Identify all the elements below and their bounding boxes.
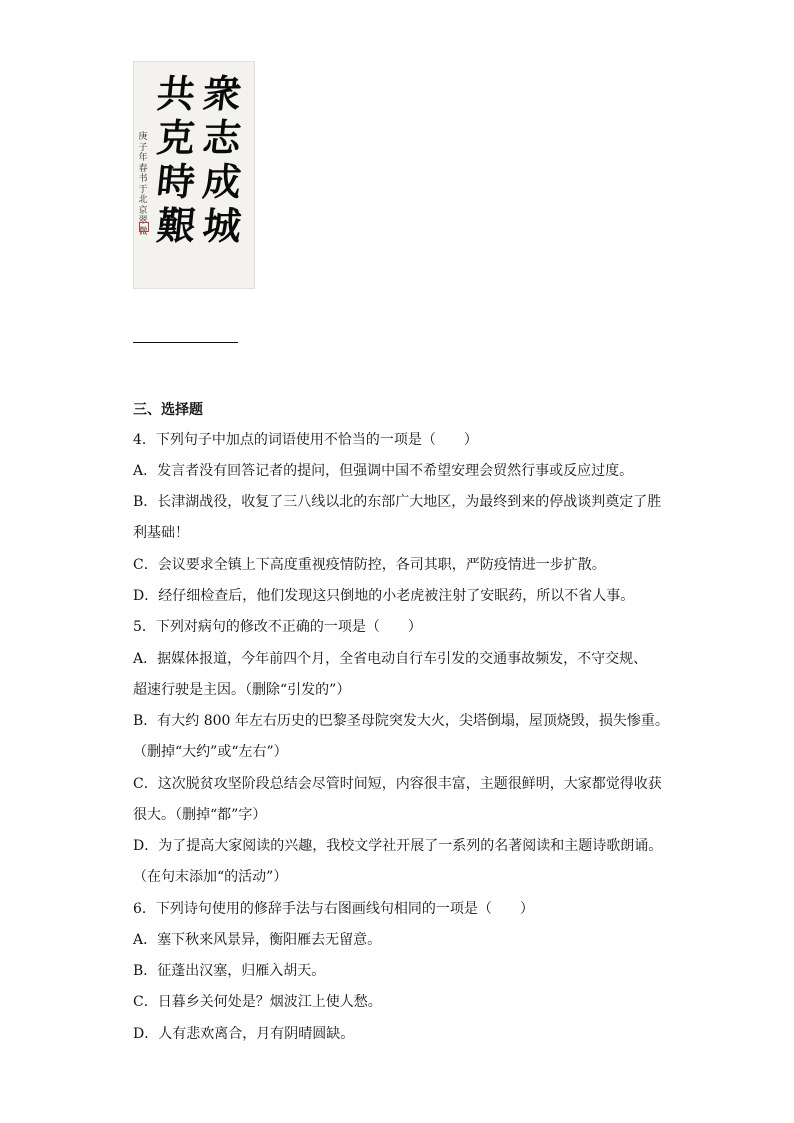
calligraphy-left-column [154,72,198,248]
calligraphy-char: 克 [154,115,198,160]
calligraphy-char: 共 [154,71,198,116]
question-line: D．人有悲欢离合，月有阴晴圆缺。 [133,1026,355,1042]
section-heading: 三、选择题 [133,402,203,418]
question-line: 很大。（删掉“都”字） [133,807,267,823]
question-line: 利基础！ [133,525,189,541]
question-line: C．会议要求全镇上下高度重视疫情防控，各司其职，严防疫情进一步扩散。 [133,557,606,573]
calligraphy-right-column [200,72,244,248]
question-line: D．经仔细检查后，他们发现这只倒地的小老虎被注射了安眠药，所以不省人事。 [133,588,635,604]
calligraphy-char: 時 [154,159,198,204]
calligraphy-image [133,61,255,289]
question-line: A．塞下秋来风景异，衡阳雁去无留意。 [133,932,382,948]
question-line: 5．下列对病句的修改不正确的一项是（ ） [133,619,422,635]
seal-stamp [139,222,149,232]
answer-blank-line [133,342,238,343]
question-line: （删掉“大约”或“左右”） [133,744,288,760]
question-line: B．有大约 800 年左右历史的巴黎圣母院突发大火，尖塔倒塌，屋顶烧毁，损失惨重。 [133,713,669,729]
question-line: 超速行驶是主因。（删除“引发的”） [133,682,351,698]
calligraphy-inscription: 庚子年春书于北京翠微 [138,132,148,237]
calligraphy-char: 艱 [154,203,198,248]
calligraphy-char: 衆 [200,71,244,116]
question-line: 6．下列诗句使用的修辞手法与右图画线句相同的一项是（ ） [133,901,534,917]
question-line: A．据媒体报道，今年前四个月，全省电动自行车引发的交通事故频发，不守交规、 [133,651,648,667]
question-line: D．为了提高大家阅读的兴趣，我校文学社开展了一系列的名著阅读和主题诗歌朗诵。 [133,838,663,854]
calligraphy-char: 成 [200,159,244,204]
question-line: （在句末添加“的活动”） [133,869,288,885]
question-line: A．发言者没有回答记者的提问，但强调中国不希望安理会贸然行事或反应过度。 [133,463,634,479]
question-line: C．这次脱贫攻坚阶段总结会尽管时间短，内容很丰富，主题很鲜明，大家都觉得收获 [133,776,662,792]
question-line: C．日暮乡关何处是？烟波江上使人愁。 [133,994,382,1010]
calligraphy-char: 城 [200,203,244,248]
question-line: B．长津湖战役，收复了三八线以北的东部广大地区，为最终到来的停战谈判奠定了胜 [133,494,662,510]
calligraphy-char: 志 [200,115,244,160]
question-line: B．征蓬出汉塞，归雁入胡天。 [133,963,326,979]
question-line: 4．下列句子中加点的词语使用不恰当的一项是（ ） [133,432,478,448]
